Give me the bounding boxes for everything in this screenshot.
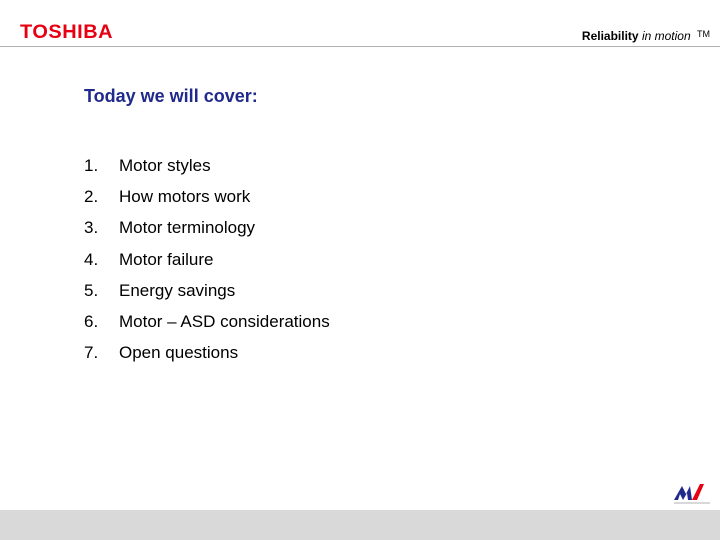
item-label: Energy savings [119,280,236,300]
tagline-bold: Reliability [581,29,639,43]
item-number: 5. [84,280,99,300]
item-number: 4. [84,249,99,269]
list-item [84,181,330,212]
list-item [84,306,330,337]
toshiba-logo: TOSHIBA [20,22,114,43]
slide-title: Today we will cover: [84,86,258,106]
item-number: 3. [84,218,99,238]
item-number: 7. [84,343,99,363]
tagline-tm: TM [697,29,710,39]
list-item [84,213,330,244]
item-label: Open questions [119,343,239,363]
logo-shape-blue [674,486,692,500]
corner-logo-icon [670,478,716,508]
tagline-italic: in motion [641,29,691,43]
item-number: 1. [84,155,99,175]
tagline [582,29,710,43]
item-label: Motor failure [119,249,214,269]
list-item [84,150,330,181]
logo-shape-red [692,484,704,500]
item-label: Motor terminology [119,218,256,238]
list-item [84,338,330,369]
item-label: How motors work [119,186,251,206]
item-number: 6. [84,312,99,332]
item-label: Motor – ASD considerations [119,312,330,332]
header-divider [0,46,720,47]
item-label: Motor styles [119,155,211,175]
footer-bar [0,510,720,540]
list-item [84,244,330,275]
agenda-list [84,150,330,369]
item-number: 2. [84,186,99,206]
list-item [84,275,330,306]
